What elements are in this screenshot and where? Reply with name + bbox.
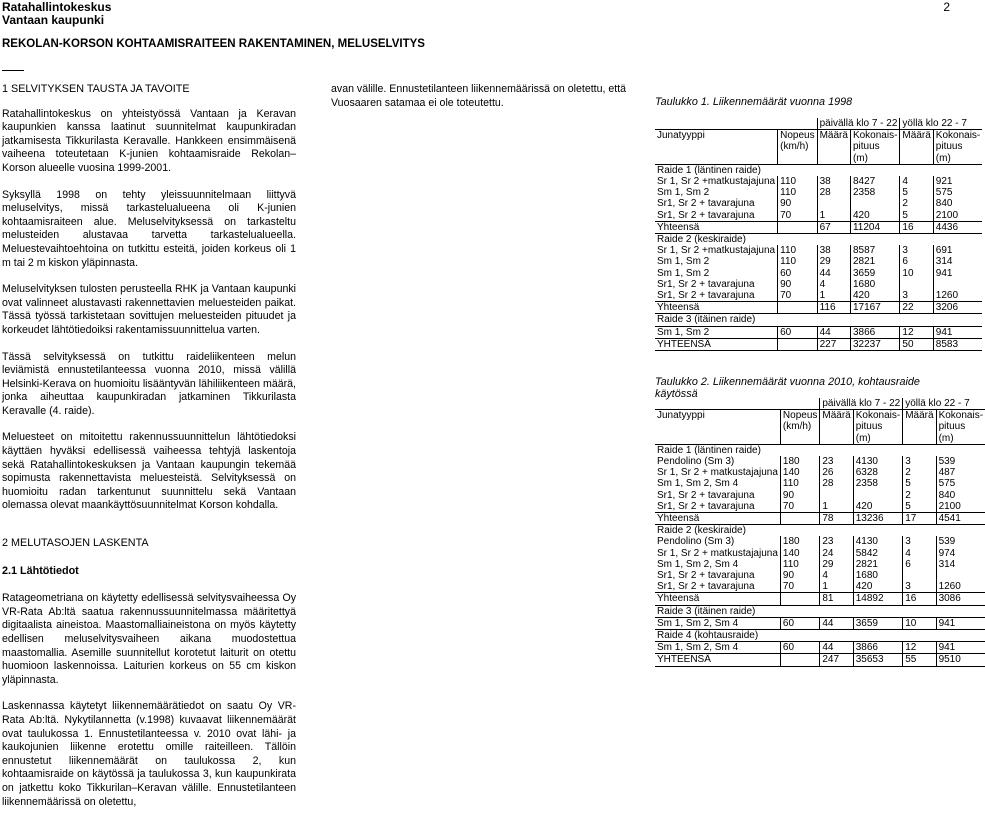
- table-cell: 4: [900, 176, 933, 187]
- table-cell: 29: [817, 256, 850, 267]
- table-cell: 2: [903, 467, 936, 478]
- traffic-table-1998: [655, 118, 982, 351]
- column-header: [820, 421, 853, 432]
- table-cell: 2358: [850, 187, 899, 198]
- table-cell: 4: [817, 279, 850, 290]
- subsection-heading: 2.1 Lähtötiedot: [2, 564, 79, 577]
- subtotal-row: [655, 593, 985, 605]
- middle-column: [331, 83, 631, 110]
- section-heading-1: 1 SELVITYKSEN TAUSTA JA TAVOITE: [2, 83, 190, 95]
- section-label: Raide 1 (läntinen raide): [655, 164, 982, 176]
- table-cell: [850, 198, 899, 209]
- column-header: [655, 433, 780, 445]
- table-cell: Sr1, Sr 2 + tavarajuna: [657, 500, 755, 512]
- table-cell: [820, 490, 853, 501]
- table-cell: 3866: [850, 326, 899, 338]
- table-cell: 12: [900, 326, 933, 338]
- table-cell: 941: [936, 642, 985, 654]
- traffic-table-2010: [655, 398, 985, 667]
- table-cell: Sr1, Sr 2 + tavarajuna: [657, 570, 755, 582]
- table-cell: 110: [780, 478, 819, 489]
- column-header-row: [655, 153, 982, 165]
- table-cell: [780, 513, 819, 525]
- table-cell: 110: [778, 245, 817, 256]
- section-label: Raide 3 (itäinen raide): [655, 605, 985, 617]
- table-cell: 840: [936, 490, 985, 501]
- data-row: [655, 490, 985, 501]
- table-cell: 3: [903, 456, 936, 467]
- table-cell: 1680: [850, 279, 899, 290]
- column-header: [778, 153, 817, 165]
- table-cell: 5: [900, 187, 933, 198]
- paragraph: Meluesteet on mitoitettu rakennussuunnittelun lähtötiedoksi käyttäen hyväksi edellisessä vaiheessa tehtyjä laskentoja sekä Ratahallintokeskuksen ja Vantaan kaupungin tekemää sopimusta rakennettavista meluesteistä. Selvityksessä on huomioitu radan tarkentunut suunnittelu sekä Vantaan olemassa olevat maankäyttösuunnitelmat Korson kohdalla.: [2, 431, 296, 512]
- table-cell: [780, 654, 819, 666]
- table-cell: 6: [900, 256, 933, 267]
- table-cell: Sr1, Sr 2 + tavarajuna: [657, 581, 755, 593]
- table-cell: 941: [936, 617, 985, 629]
- table-cell: Pendolino (Sm 3): [657, 536, 735, 548]
- table-cell: 4130: [853, 536, 902, 547]
- section-heading-2: 2 MELUTASOJEN LASKENTA: [2, 537, 149, 550]
- table-cell: 50: [900, 338, 933, 350]
- table-cell: 60: [780, 642, 819, 654]
- table-cell: [780, 593, 819, 605]
- table-cell: 23: [820, 536, 853, 547]
- table-cell: 180: [780, 536, 819, 547]
- table-cell: Sr1, Sr 2 + tavarajuna: [657, 489, 755, 501]
- table-cell: Sr1, Sr 2 + tavarajuna: [657, 209, 755, 221]
- section-row: [655, 525, 985, 537]
- table-cell: YHTEENSÄ: [655, 654, 780, 666]
- table-cell: 140: [780, 548, 819, 559]
- table-cell: 10: [903, 617, 936, 629]
- table-cell: 539: [936, 536, 985, 547]
- paragraph: Tässä selvityksessä on tutkittu raideliikenteen melun leviämistä ennustetilanteessa vuonna 2010, missä välillä Helsinki-Kerava on huomioitu lisääntyvän lähiliikenteen määrä, jonka aiheuttaa kaupunkiradan jatkaminen Tikkurilasta Keravalle (4. raide).: [2, 350, 296, 417]
- paragraph: Laskennassa käytetyt liikennemäärätiedot on saatu Oy VR-Rata Ab:ltä. Nykytilannetta (v.1998) kuvaavat liikennemäärät ovat taulukossa 1. Ennustetilanteessa v. 2010 ovat lähi- ja kaukojunien liikenne erotettu omille raiteilleen. Tällöin ennustetut liikennemäärät on taulukossa 2, kun kohtaamisraide on käytössä ja taulukossa 3, kun kaupunkirata on jatkettu koko Tikkurilan–Keravan välille. Ennustetilanteen liikennemäärissä on oletettu,: [2, 700, 296, 808]
- table-cell: 487: [936, 467, 985, 478]
- section-label: Raide 3 (itäinen raide): [655, 314, 982, 326]
- table-cell: 44: [817, 268, 850, 279]
- table-cell: 10: [900, 268, 933, 279]
- table-cell: 3: [900, 245, 933, 256]
- table-cell: Sr1, Sr 2 + tavarajuna: [657, 198, 755, 210]
- night-period-label: yöllä klo 22 - 7: [900, 118, 982, 130]
- table-cell: 314: [933, 256, 982, 267]
- table-cell: Sr1, Sr 2 + tavarajuna: [657, 290, 755, 302]
- table-cell: 247: [820, 654, 853, 666]
- table-cell: 1: [820, 501, 853, 513]
- table-cell: 3: [903, 581, 936, 593]
- organization-name: Ratahallintokeskus: [2, 0, 112, 14]
- column-header: Junatyyppi: [657, 410, 705, 422]
- left-column: [2, 83, 296, 822]
- table-cell: 16: [903, 593, 936, 605]
- table-cell: 1: [820, 581, 853, 593]
- table-cell: 11204: [850, 221, 899, 233]
- table-cell: Yhteensä: [655, 302, 778, 314]
- table-cell: 17167: [850, 302, 899, 314]
- table-cell: 420: [850, 210, 899, 222]
- table-cell: YHTEENSÄ: [655, 338, 778, 350]
- table-cell: 5: [903, 501, 936, 513]
- table-cell: 26: [820, 467, 853, 478]
- table-cell: 575: [936, 478, 985, 489]
- table-cell: 180: [780, 456, 819, 467]
- column-header: Kokonais-: [936, 410, 985, 422]
- column-header: (m): [936, 433, 985, 445]
- column-header: (m): [853, 433, 902, 445]
- table-cell: 60: [780, 617, 819, 629]
- table-cell: 3206: [933, 302, 982, 314]
- table-cell: 5: [903, 478, 936, 489]
- data-row: [655, 570, 985, 581]
- column-header: pituus: [853, 421, 902, 432]
- table-cell: Sm 1, Sm 2, Sm 4: [655, 617, 780, 629]
- table-cell: Sm 1, Sm 2, Sm 4: [657, 558, 739, 570]
- table-cell: Sr 1, Sr 2 + matkustajajuna: [657, 467, 778, 479]
- data-row: [655, 456, 985, 467]
- table-cell: Sm 1, Sm 2: [657, 187, 710, 199]
- table-cell: 70: [780, 501, 819, 513]
- data-row: [655, 581, 985, 593]
- table-cell: 314: [936, 559, 985, 570]
- city-name: Vantaan kaupunki: [2, 13, 105, 27]
- table-cell: 6: [903, 559, 936, 570]
- section-row: [655, 444, 985, 456]
- table-cell: 4436: [933, 221, 982, 233]
- table-cell: 44: [817, 326, 850, 338]
- table-cell: 32237: [850, 338, 899, 350]
- column-header: Kokonais-: [853, 410, 902, 422]
- paragraph: Ratageometriana on käytetty edellisessä selvitysvaiheessa Oy VR-Rata Ab:ltä saatua rakennussuunnitelmassa määritettyä digitaalista aineistoa. Maastomalliaineistona on myös käytetty edellisen meluselvitysvaiheen aikana muodostettua maastomallia. Asemille suunnitellut korotetut laiturit on otettu huomioon laskennoissa. Laiturien korkeus on 55 cm kiskon yläpinnasta.: [2, 592, 296, 686]
- table-cell: 3086: [936, 593, 985, 605]
- table-cell: 23: [820, 456, 853, 467]
- table-cell: 2: [903, 490, 936, 501]
- column-header-row: [655, 421, 985, 432]
- total-row: [655, 338, 982, 350]
- table-cell: Yhteensä: [655, 513, 780, 525]
- table-cell: 90: [778, 198, 817, 209]
- table-cell: 110: [780, 559, 819, 570]
- data-row: [655, 210, 982, 222]
- table-cell: Sm 1, Sm 2: [657, 267, 710, 279]
- table-cell: 6328: [853, 467, 902, 478]
- column-header: Junatyyppi: [657, 130, 705, 142]
- table-cell: 116: [817, 302, 850, 314]
- table-cell: 70: [780, 581, 819, 593]
- period-header-row: [655, 118, 982, 130]
- table-cell: 90: [778, 279, 817, 290]
- table-cell: Sr1, Sr 2 + tavarajuna: [657, 278, 755, 290]
- column-header: [655, 421, 780, 432]
- table-cell: Sm 1, Sm 2, Sm 4: [655, 642, 780, 654]
- table-cell: Sm 1, Sm 2: [655, 326, 778, 338]
- table-cell: 8587: [850, 245, 899, 256]
- table-cell: 2: [900, 198, 933, 209]
- table-cell: 941: [933, 326, 982, 338]
- column-header: [900, 153, 933, 165]
- data-row: [655, 536, 985, 547]
- table-cell: 4: [903, 548, 936, 559]
- table-cell: Sr 1, Sr 2 +matkustajajuna: [657, 245, 776, 257]
- table-cell: Sr 1, Sr 2 + matkustajajuna: [657, 547, 778, 559]
- table-cell: 81: [820, 593, 853, 605]
- column-header: Kokonais-: [933, 130, 982, 142]
- table-cell: 575: [933, 187, 982, 198]
- table-cell: Yhteensä: [655, 221, 778, 233]
- data-row: [655, 617, 985, 629]
- paragraph: Syksyllä 1998 on tehty yleissuunnitelmaan liittyvä meluselvitys, missä tarkastelualueena oli K-junien kohtaamisraiteen alue. Meluselvityksessä on tarkasteltu melusteiden alustavaa tarvetta tarkastelualueella. Meluestevaihtoehtoina on tutkittu esteitä, joiden korkeus oli 1 m tai 2 m kiskon yläpinnasta.: [2, 188, 296, 269]
- table-cell: [903, 570, 936, 581]
- table-cell: 17: [903, 513, 936, 525]
- data-row: [655, 478, 985, 489]
- table-cell: 67: [817, 221, 850, 233]
- column-header: Kokonais-: [850, 130, 899, 142]
- table1-caption: Taulukko 1. Liikennemäärät vuonna 1998: [655, 96, 853, 108]
- section-label: Raide 4 (kohtausraide): [655, 630, 985, 642]
- table-cell: 60: [778, 268, 817, 279]
- table-cell: [936, 570, 985, 581]
- data-row: [655, 501, 985, 513]
- table-cell: 420: [850, 290, 899, 302]
- table-cell: Sm 1, Sm 2: [657, 256, 710, 268]
- table-cell: 78: [820, 513, 853, 525]
- data-row: [655, 290, 982, 302]
- column-header: [817, 141, 850, 152]
- section-row: [655, 630, 985, 642]
- page-number: 2: [943, 0, 950, 14]
- column-header-row: [655, 141, 982, 152]
- table-cell: [778, 302, 817, 314]
- section-row: [655, 164, 982, 176]
- column-header-row: [655, 433, 985, 445]
- data-row: [655, 245, 982, 256]
- data-row: [655, 256, 982, 267]
- column-header: Määrä: [820, 410, 853, 422]
- table-cell: 691: [933, 245, 982, 256]
- night-period-label: yöllä klo 22 - 7: [903, 398, 985, 410]
- table-cell: 110: [778, 256, 817, 267]
- table-cell: Sm 1, Sm 2, Sm 4: [657, 478, 739, 490]
- paragraph: Ratahallintokeskus on yhteistyössä Vantaan ja Keravan kaupunkien kanssa laatinut suunnitelmat kaupunkiradan jatkamisesta Tikkurilasta Keravalle. Hankkeen ensimmäisenä vaiheena toteutetaan K-junien kohtaamisraide Rekolan–Korson alueelle vuosina 1999-2001.: [2, 107, 296, 174]
- table-cell: 55: [903, 654, 936, 666]
- table-cell: 4130: [853, 456, 902, 467]
- column-header: Määrä: [900, 130, 933, 142]
- table-cell: 5842: [853, 548, 902, 559]
- table-cell: 110: [778, 176, 817, 187]
- table-cell: 941: [933, 268, 982, 279]
- column-header: pituus: [850, 141, 899, 152]
- day-period-label: päivällä klo 7 - 22: [817, 118, 900, 130]
- column-header: Nopeus: [778, 130, 817, 142]
- column-header: [655, 153, 778, 165]
- column-header: pituus: [936, 421, 985, 432]
- table-cell: 227: [817, 338, 850, 350]
- data-row: [655, 467, 985, 478]
- table-cell: 12: [903, 642, 936, 654]
- table-cell: 2821: [850, 256, 899, 267]
- table-cell: 24: [820, 548, 853, 559]
- table-cell: 2358: [853, 478, 902, 489]
- column-header: Määrä: [903, 410, 936, 422]
- table-cell: Pendolino (Sm 3): [657, 456, 735, 468]
- column-header-row: [655, 410, 985, 422]
- table2-caption: Taulukko 2. Liikennemäärät vuonna 2010, kohtausraide käytössä: [655, 376, 920, 400]
- section-label: Raide 2 (keskiraide): [655, 234, 982, 246]
- table-cell: 921: [933, 176, 982, 187]
- data-row: [655, 268, 982, 279]
- table-cell: 1260: [936, 581, 985, 593]
- data-row: [655, 187, 982, 198]
- table-cell: 3: [900, 290, 933, 302]
- table-cell: 420: [853, 581, 902, 593]
- data-row: [655, 176, 982, 187]
- column-header-row: [655, 130, 982, 142]
- data-row: [655, 548, 985, 559]
- table-cell: [933, 279, 982, 290]
- table-cell: 9510: [936, 654, 985, 666]
- subtotal-row: [655, 221, 982, 233]
- subtotal-row: [655, 302, 982, 314]
- column-header: [817, 153, 850, 165]
- table-cell: 420: [853, 501, 902, 513]
- column-header: (km/h): [780, 421, 819, 432]
- column-header: [903, 433, 936, 445]
- table-cell: 4541: [936, 513, 985, 525]
- table-cell: 35653: [853, 654, 902, 666]
- table-cell: [817, 198, 850, 209]
- table-cell: [778, 338, 817, 350]
- table-cell: 3866: [853, 642, 902, 654]
- column-header: Nopeus: [780, 410, 819, 422]
- table-cell: 90: [780, 570, 819, 581]
- table-cell: 38: [817, 245, 850, 256]
- table-cell: 110: [778, 187, 817, 198]
- table-cell: 28: [817, 187, 850, 198]
- day-period-label: päivällä klo 7 - 22: [820, 398, 903, 410]
- table-cell: 1260: [933, 290, 982, 302]
- column-header: [903, 421, 936, 432]
- data-row: [655, 642, 985, 654]
- table-cell: 974: [936, 548, 985, 559]
- table-cell: 840: [933, 198, 982, 209]
- paragraph: Meluselvityksen tulosten perusteella RHK ja Vantaan kaupunki ovat valinneet alustavasti rakennettavien meluesteiden paikat. Tässä työssä tarkistetaan sovittujen meluesteiden pituudet ja korkeudet lähtötiedoiksi rakentamissuunnittelua varten.: [2, 283, 296, 336]
- table-cell: 14892: [853, 593, 902, 605]
- table-cell: 140: [780, 467, 819, 478]
- data-row: [655, 198, 982, 209]
- column-header: pituus: [933, 141, 982, 152]
- table-cell: 90: [780, 490, 819, 501]
- subtotal-row: [655, 513, 985, 525]
- table-cell: 8583: [933, 338, 982, 350]
- data-row: [655, 279, 982, 290]
- table-cell: Sr 1, Sr 2 +matkustajajuna: [657, 176, 776, 188]
- table-cell: 29: [820, 559, 853, 570]
- table-cell: [778, 221, 817, 233]
- table-cell: 44: [820, 642, 853, 654]
- table-cell: 16: [900, 221, 933, 233]
- table-cell: 13236: [853, 513, 902, 525]
- section-row: [655, 314, 982, 326]
- column-header: [900, 141, 933, 152]
- column-header: (m): [850, 153, 899, 165]
- section-row: [655, 234, 982, 246]
- table-cell: 4: [820, 570, 853, 581]
- period-header-row: [655, 398, 985, 410]
- table-cell: 5: [900, 210, 933, 222]
- table-cell: 60: [778, 326, 817, 338]
- table-cell: [900, 279, 933, 290]
- table-cell: Yhteensä: [655, 593, 780, 605]
- table-cell: 70: [778, 210, 817, 222]
- table-cell: 2100: [936, 501, 985, 513]
- section-label: Raide 1 (läntinen raide): [655, 444, 985, 456]
- table-cell: 2100: [933, 210, 982, 222]
- table-cell: 3: [903, 536, 936, 547]
- table-cell: 3659: [853, 617, 902, 629]
- column-header: (m): [933, 153, 982, 165]
- table-cell: 8427: [850, 176, 899, 187]
- table-cell: 539: [936, 456, 985, 467]
- paragraph: avan välille. Ennustetilanteen liikennemäärissä on oletettu, että Vuosaaren satamaa ei ole toteutettu.: [331, 83, 627, 109]
- table-cell: 1: [817, 290, 850, 302]
- header-rule: [2, 70, 24, 71]
- table-cell: [853, 490, 902, 501]
- table-cell: 2821: [853, 559, 902, 570]
- table-cell: 1680: [853, 570, 902, 581]
- column-header: [780, 433, 819, 445]
- table-cell: 3659: [850, 268, 899, 279]
- column-header: [655, 141, 778, 152]
- total-row: [655, 654, 985, 666]
- table-cell: 1: [817, 210, 850, 222]
- table-cell: 28: [820, 478, 853, 489]
- table-cell: 22: [900, 302, 933, 314]
- table-cell: 70: [778, 290, 817, 302]
- table-cell: 44: [820, 617, 853, 629]
- column-header: (km/h): [778, 141, 817, 152]
- document-title: REKOLAN-KORSON KOHTAAMISRAITEEN RAKENTAMINEN, MELUSELVITYS: [2, 38, 425, 50]
- data-row: [655, 559, 985, 570]
- section-row: [655, 605, 985, 617]
- section-label: Raide 2 (keskiraide): [655, 525, 985, 537]
- column-header: Määrä: [817, 130, 850, 142]
- data-row: [655, 326, 982, 338]
- column-header: [820, 433, 853, 445]
- table-cell: 38: [817, 176, 850, 187]
